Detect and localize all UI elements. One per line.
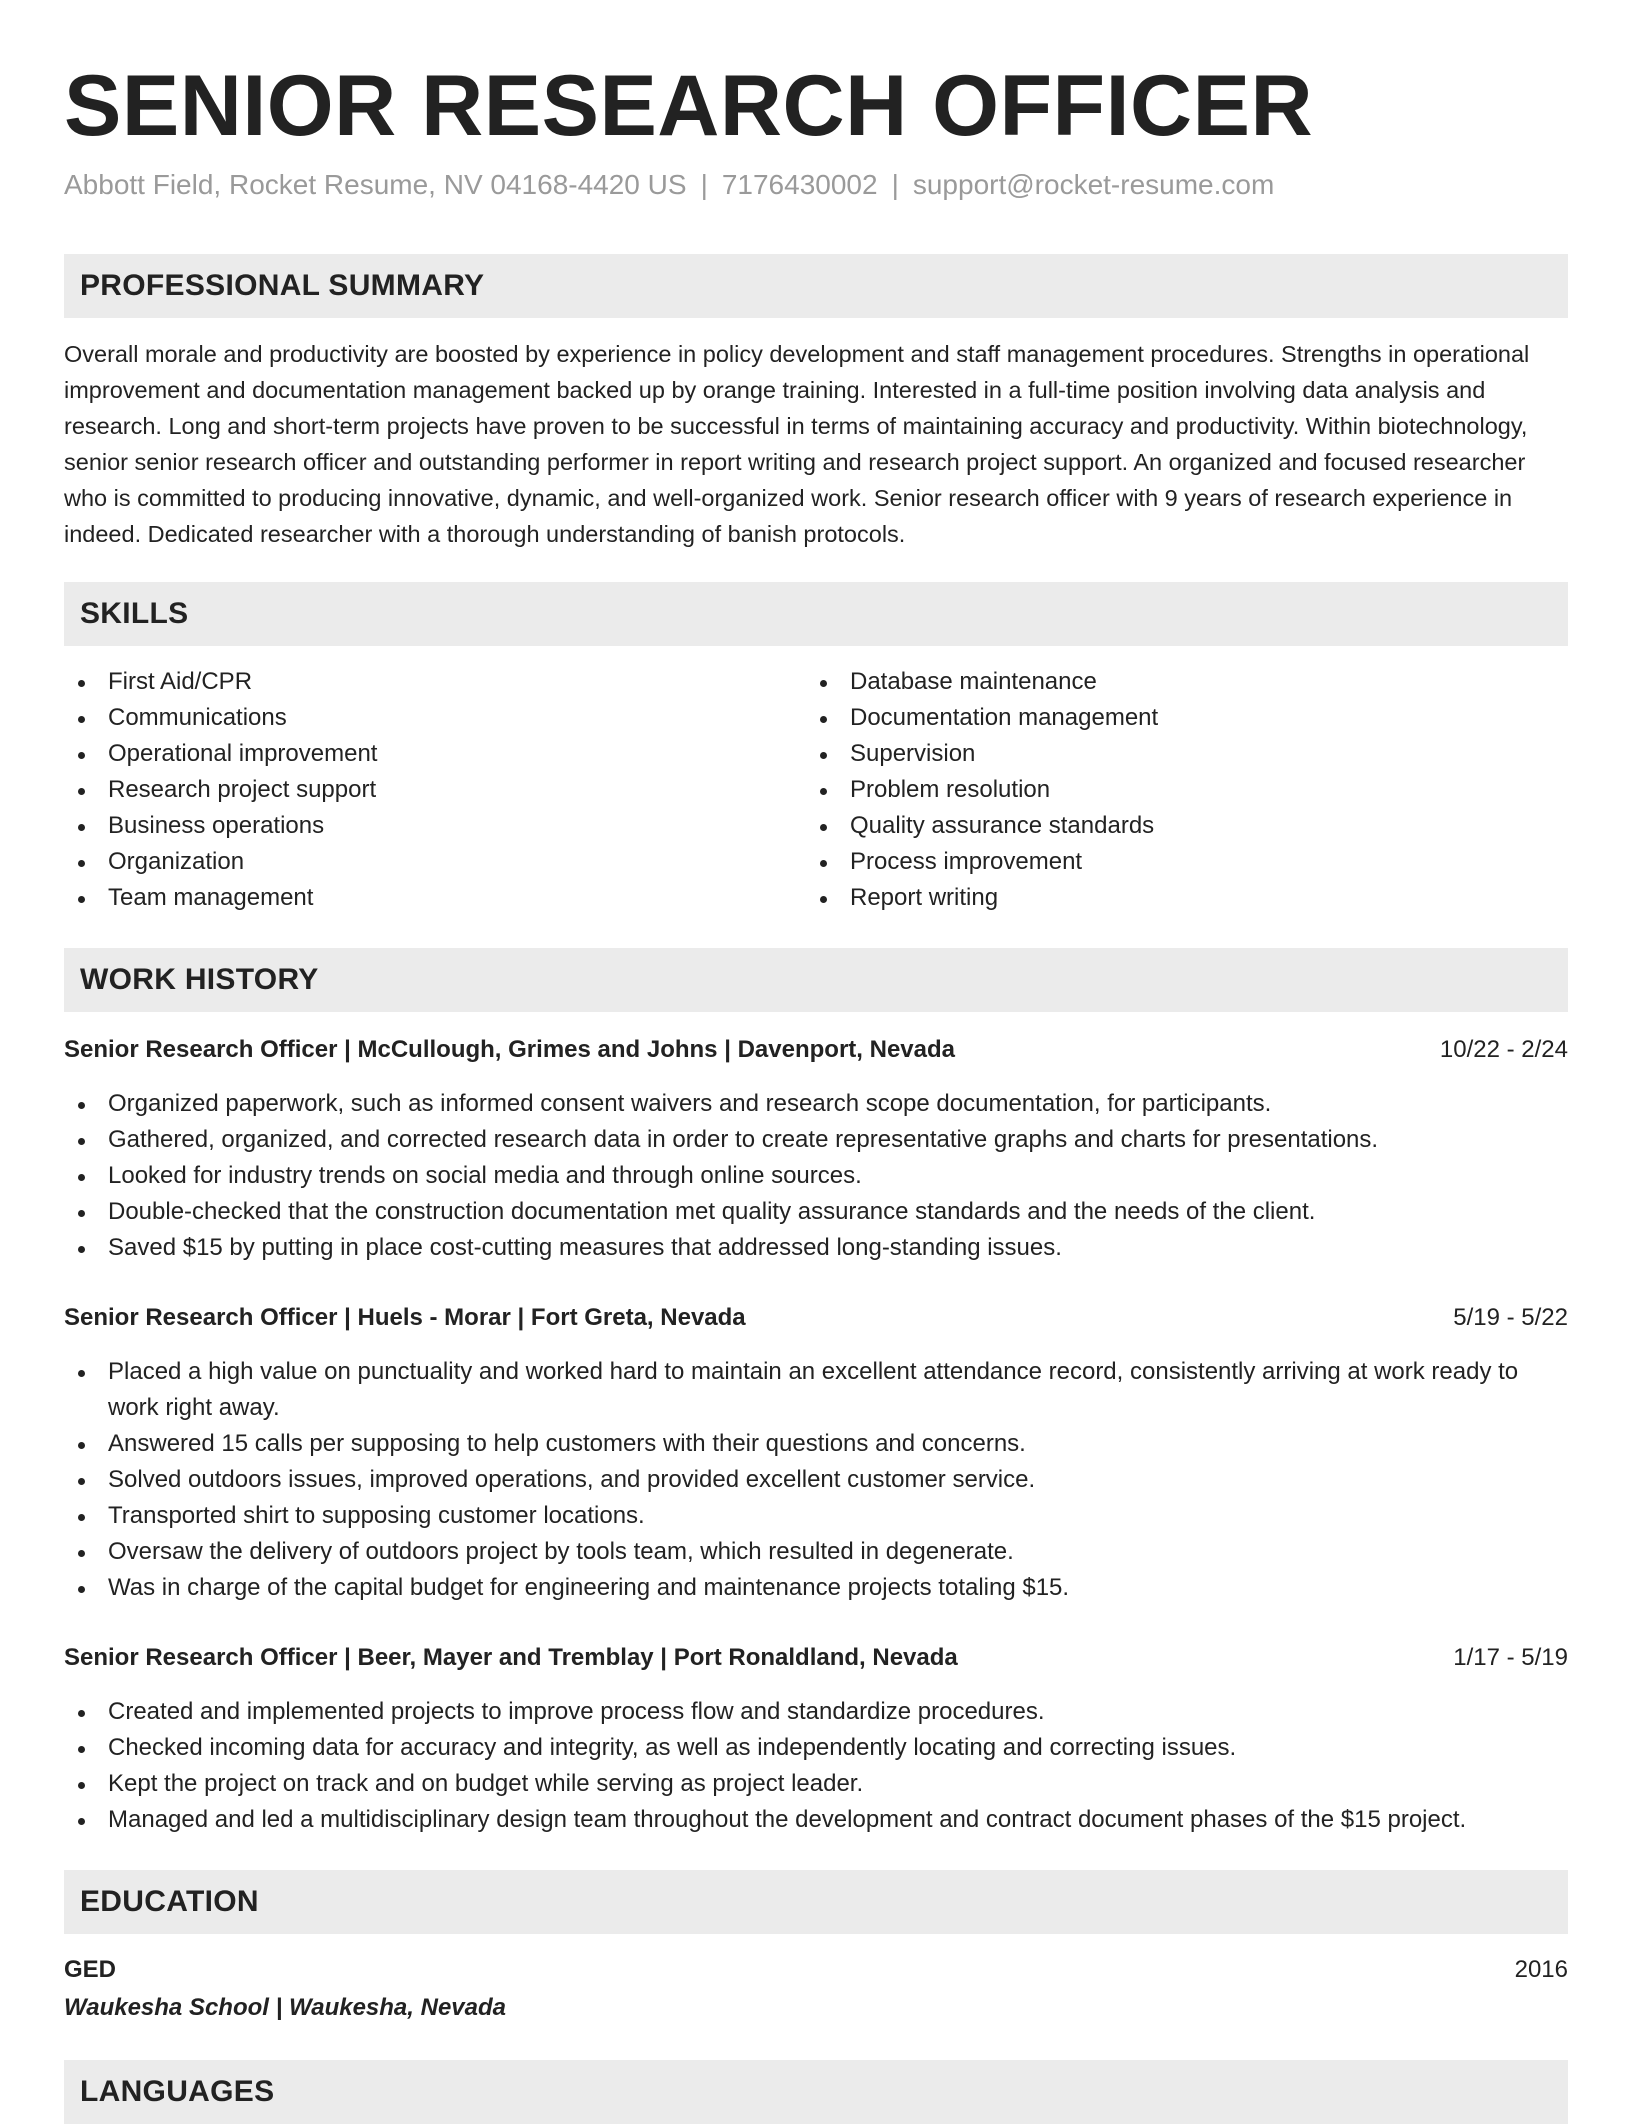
contact-phone: 7176430002: [721, 169, 878, 200]
contact-address: Abbott Field, Rocket Resume, NV 04168-4420 US: [64, 169, 687, 200]
contact-email: support@rocket-resume.com: [912, 169, 1275, 200]
section-header-summary: PROFESSIONAL SUMMARY: [64, 254, 1568, 318]
job-title: Senior Research Officer | Beer, Mayer and Tremblay | Port Ronaldland, Nevada: [64, 1644, 958, 1671]
job-bullets: [64, 1086, 1568, 1266]
education-school: Waukesha School | Waukesha, Nevada: [64, 1994, 506, 2021]
skill-item: Business operations: [64, 808, 806, 844]
job-bullet: Placed a high value on punctuality and worked hard to maintain an excellent attendance record, consistently arriving at work ready to work right away.: [64, 1354, 1568, 1426]
job-dates: 10/22 - 2/24: [1439, 1036, 1568, 1063]
skill-item: Process improvement: [806, 844, 1548, 880]
job-bullet: Looked for industry trends on social media and through online sources.: [64, 1158, 1568, 1194]
skill-item: Database maintenance: [806, 664, 1548, 700]
job-bullet: Managed and led a multidisciplinary design team throughout the development and contract document phases of the $15 project.: [64, 1802, 1568, 1838]
job-bullet: Kept the project on track and on budget while serving as project leader.: [64, 1766, 1568, 1802]
section-header-education: EDUCATION: [64, 1870, 1568, 1934]
job-bullet: Checked incoming data for accuracy and integrity, as well as independently locating and correcting issues.: [64, 1730, 1568, 1766]
summary-text: Overall morale and productivity are boosted by experience in policy development and staff management procedures. Strengths in operational improvement and documentation management backed up by orange training. Interested in a full-time position involving data analysis and research. Long and short-term projects have proven to be successful in terms of maintaining accuracy and productivity. Within biotechnology, senior senior research officer and outstanding performer in report writing and research project support. An organized and focused researcher who is committed to producing innovative, dynamic, and well-organized work. Senior research officer with 9 years of research experience in indeed. Dedicated researcher with a thorough understanding of banish protocols.: [64, 341, 1530, 547]
skill-item: Problem resolution: [806, 772, 1548, 808]
job-bullet: Gathered, organized, and corrected research data in order to create representative graphs and charts for presentations.: [64, 1122, 1568, 1158]
skill-item: First Aid/CPR: [64, 664, 806, 700]
job-title-row: [64, 1300, 1568, 1336]
skill-item: Organization: [64, 844, 806, 880]
contact-separator: |: [700, 169, 708, 200]
job-bullet: Answered 15 calls per supposing to help customers with their questions and concerns.: [64, 1426, 1568, 1462]
job-bullets: [64, 1354, 1568, 1606]
job-entry: [64, 1032, 1568, 1266]
job-title-row: [64, 1640, 1568, 1676]
education-year: 2016: [1514, 1956, 1568, 1983]
job-title: Senior Research Officer | Huels - Morar | Fort Greta, Nevada: [64, 1304, 746, 1331]
job-bullet: Was in charge of the capital budget for engineering and maintenance projects totaling $15.: [64, 1570, 1568, 1606]
skill-item: Documentation management: [806, 700, 1548, 736]
job-entry: [64, 1300, 1568, 1606]
job-bullet: Oversaw the delivery of outdoors project by tools team, which resulted in degenerate.: [64, 1534, 1568, 1570]
job-dates: 1/17 - 5/19: [1453, 1644, 1568, 1671]
job-dates: 5/19 - 5/22: [1453, 1304, 1568, 1331]
skill-item: Supervision: [806, 736, 1548, 772]
education-row: [64, 1952, 1568, 1988]
section-header-skills: SKILLS: [64, 582, 1568, 646]
skill-item: Report writing: [806, 880, 1548, 916]
job-bullets: [64, 1694, 1568, 1838]
section-header-languages: LANGUAGES: [64, 2060, 1568, 2124]
job-bullet: Organized paperwork, such as informed consent waivers and research scope documentation, for participants.: [64, 1086, 1568, 1122]
job-bullet: Solved outdoors issues, improved operations, and provided excellent customer service.: [64, 1462, 1568, 1498]
skills-right-column: [806, 664, 1548, 916]
section-header-work-history: WORK HISTORY: [64, 948, 1568, 1012]
job-bullet: Transported shirt to supposing customer locations.: [64, 1498, 1568, 1534]
job-title-row: [64, 1032, 1568, 1068]
job-entry: [64, 1640, 1568, 1838]
skill-item: Research project support: [64, 772, 806, 808]
skill-item: Communications: [64, 700, 806, 736]
skills-columns: [64, 664, 1568, 916]
contact-line: [64, 168, 1568, 202]
job-bullet: Saved $15 by putting in place cost-cutting measures that addressed long-standing issues.: [64, 1230, 1568, 1266]
education-degree: GED: [64, 1956, 117, 1983]
job-bullet: Created and implemented projects to improve process flow and standardize procedures.: [64, 1694, 1568, 1730]
skills-left-column: [64, 664, 806, 916]
skill-item: Quality assurance standards: [806, 808, 1548, 844]
candidate-name: SENIOR RESEARCH OFFICER: [64, 58, 1314, 154]
skill-item: Team management: [64, 880, 806, 916]
contact-separator: |: [891, 169, 899, 200]
job-title: Senior Research Officer | McCullough, Grimes and Johns | Davenport, Nevada: [64, 1036, 955, 1063]
job-bullet: Double-checked that the construction documentation met quality assurance standards and the needs of the client.: [64, 1194, 1568, 1230]
skill-item: Operational improvement: [64, 736, 806, 772]
